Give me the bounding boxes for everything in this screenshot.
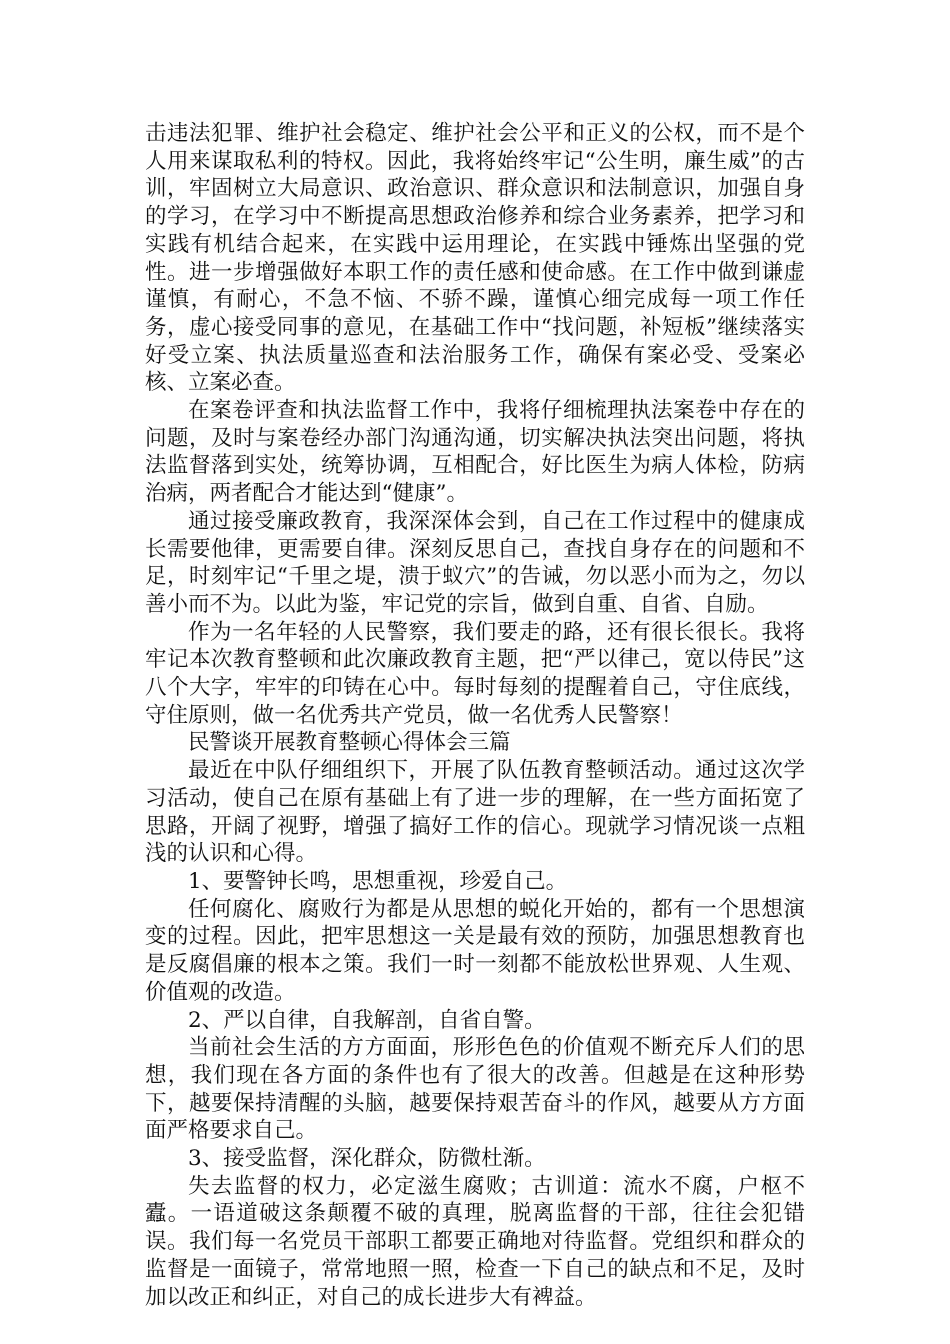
paragraph-2: 在案卷评查和执法监督工作中，我将仔细梳理执法案卷中存在的问题，及时与案卷经办部门沟通沟通，切实解决执法突出问题，将执法监督落到实处，统筹协调，互相配合，好比医生为病人体检，防病治病，两者配合才能达到“健康”。 [145, 398, 805, 507]
paragraph-3: 通过接受廉政教育，我深深体会到，自己在工作过程中的健康成长需要他律，更需要自律。深刻反思自己，查找自身存在的问题和不足，时刻牢记“千里之堤，溃于蚁穴”的告诫，勿以恶小而为之，勿以善小而不为。以此为鉴，牢记党的宗旨，做到自重、自省、自励。 [145, 508, 805, 617]
document-body [145, 120, 805, 1311]
paragraph-8: 失去监督的权力，必定滋生腐败；古训道：流水不腐，户枢不蠹。一语道破这条颠覆不破的真理，脱离监督的干部，往往会犯错误。我们每一名党员干部职工都要正确地对待监督。党组织和群众的监督是一面镜子，常常地照一照，检查一下自己的缺点和不足，及时加以改正和纠正，对自己的成长进步大有裨益。 [145, 1173, 805, 1310]
section-title: 民警谈开展教育整顿心得体会三篇 [188, 730, 511, 756]
paragraph-1: 击违法犯罪、维护社会稳定、维护社会公平和正义的公权，而不是个人用来谋取私利的特权。因此，我将始终牢记“公生明，廉生威”的古训，牢固树立大局意识、政治意识、群众意识和法制意识，加强自身的学习，在学习中不断提高思想政治修养和综合业务素养，把学习和实践有机结合起来，在实践中运用理论，在实践中锤炼出坚强的党性。进一步增强做好本职工作的责任感和使命感。在工作中做到谦虚谨慎，有耐心，不急不恼、不骄不躁，谨慎心细完成每一项工作任务，虚心接受同事的意见，在基础工作中“找问题，补短板”继续落实好受立案、执法质量巡查和法治服务工作，确保有案必受、受案必核、立案必查。 [145, 121, 805, 396]
paragraph-4: 作为一名年轻的人民警察，我们要走的路，还有很长很长。我将牢记本次教育整顿和此次廉政教育主题，把“严以律己，宽以侍民”这八个大字，牢牢的印铸在心中。每时每刻的提醒着自己，守住底线，守住原则，做一名优秀共产党员，做一名优秀人民警察！ [145, 619, 805, 728]
point-heading-3: 3、接受监督，深化群众，防微杜渐。 [188, 1146, 546, 1172]
paragraph-6: 任何腐化、腐败行为都是从思想的蜕化开始的，都有一个思想演变的过程。因此，把牢思想这一关是最有效的预防，加强思想教育也是反腐倡廉的根本之策。我们一时一刻都不能放松世界观、人生观、价值观的改造。 [145, 896, 805, 1005]
paragraph-5: 最近在中队仔细组织下，开展了队伍教育整顿活动。通过这次学习活动，使自己在原有基础上有了进一步的理解，在一些方面拓宽了思路，开阔了视野，增强了搞好工作的信心。现就学习情况谈一点粗浅的认识和心得。 [145, 758, 805, 867]
paragraph-7: 当前社会生活的方方面面，形形色色的价值观不断充斥人们的思想，我们现在各方面的条件也有了很大的改善。但越是在这种形势下，越要保持清醒的头脑，越要保持艰苦奋斗的作风，越要从方方面面严格要求自己。 [145, 1035, 805, 1144]
point-heading-1: 1、要警钟长鸣，思想重视，珍爱自己。 [188, 868, 568, 894]
point-heading-2: 2、严以自律，自我解剖，自省自警。 [188, 1007, 546, 1033]
